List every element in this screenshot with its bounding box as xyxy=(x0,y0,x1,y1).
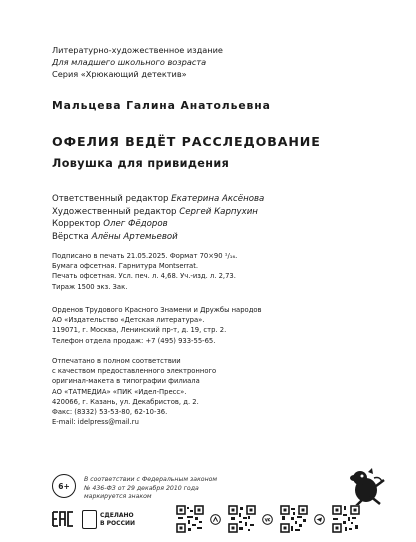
credit-line xyxy=(52,193,264,206)
author-name: Мальцева Галина Анатольевна xyxy=(52,99,271,112)
printer-line: 420066, г. Казань, ул. Декабристов, д. 2. xyxy=(52,397,199,406)
law-note xyxy=(84,476,217,502)
law-note-line: В соответствии с Федеральным законом xyxy=(84,476,218,483)
printer-line: АО «ТАТМЕДИА» «ПИК «Идел-Пресс». xyxy=(52,387,187,396)
age-group: Для младшего школьного возраста xyxy=(52,57,207,67)
printer-info xyxy=(52,356,216,427)
qr-code-icon[interactable] xyxy=(280,505,308,533)
publisher-line: Телефон отдела продаж: +7 (495) 933-55-65. xyxy=(52,336,216,345)
qr-code-icon[interactable] xyxy=(228,505,256,533)
book-title: ОФЕЛИЯ ВЕДЁТ РАССЛЕДОВАНИЕ xyxy=(52,134,321,149)
publisher-info xyxy=(52,305,262,346)
telegram-icon[interactable] xyxy=(314,514,325,525)
printer-line: с качеством предоставленного электронного xyxy=(52,367,217,376)
made-in-russia-icon xyxy=(82,510,135,529)
qr-code-icon[interactable] xyxy=(176,505,204,533)
made-in-russia-line: В РОССИИ xyxy=(100,519,136,527)
print-line: Бумага офсетная. Гарнитура Montserrat. xyxy=(52,262,199,271)
credit-person: Олег Фёдоров xyxy=(103,219,168,229)
age-rating-badge: 6+ xyxy=(52,474,76,498)
edition-meta xyxy=(52,44,223,80)
vk-icon[interactable] xyxy=(262,514,273,525)
law-note-line: № 436-ФЗ от 29 декабря 2010 года xyxy=(84,484,199,492)
book-subtitle: Ловушка для привидения xyxy=(52,157,230,170)
print-line: Подписано в печать 21.05.2025. Формат 70×90 ¹/₁₆. xyxy=(52,252,238,260)
credit-line xyxy=(52,206,264,219)
social-link-icon[interactable] xyxy=(210,514,221,525)
law-note-line: маркируется знаком xyxy=(84,493,152,501)
qr-code-icon[interactable] xyxy=(332,505,360,533)
edition-type: Литературно-художественное издание xyxy=(52,45,223,55)
printer-email: E-mail: idelpress@mail.ru xyxy=(52,418,139,427)
credit-role: Художественный редактор xyxy=(52,206,177,217)
printer-line: оригинал-макета в типографии филиала xyxy=(52,377,200,386)
series-name: Серия «Хрюкающий детектив» xyxy=(52,69,187,79)
credit-line xyxy=(52,231,264,244)
made-in-russia-text xyxy=(100,512,135,526)
credit-role: Корректор xyxy=(52,219,101,229)
footer-marks xyxy=(52,505,392,535)
credit-person: Екатерина Аксёнова xyxy=(171,194,265,204)
made-in-russia-box xyxy=(82,510,97,529)
made-in-russia-line: СДЕЛАНО xyxy=(100,512,134,520)
mascot-icon xyxy=(340,468,388,508)
credit-person: Сергей Карпухин xyxy=(179,206,258,217)
publisher-line: АО «Издательство «Детская литература». xyxy=(52,316,205,325)
credits-block xyxy=(52,193,264,243)
publisher-line: 119071, г. Москва, Ленинский пр-т, д. 19, стр. 2. xyxy=(52,326,227,335)
printer-line: Отпечатано в полном соответствии xyxy=(52,357,181,365)
credit-person: Алёны Артемьевой xyxy=(91,231,178,242)
print-info xyxy=(52,251,237,292)
imprint-page xyxy=(52,0,392,542)
eac-icon xyxy=(52,511,74,527)
publisher-line: Орденов Трудового Красного Знамени и Дружбы народов xyxy=(52,306,262,314)
print-line: Печать офсетная. Усл. печ. л. 4,68. Уч.-изд. л. 2,73. xyxy=(52,272,236,281)
print-line: Тираж 1500 экз. Зак. xyxy=(52,282,128,291)
credit-role: Вёрстка xyxy=(52,231,89,242)
credit-line xyxy=(52,218,264,231)
printer-line: Факс: (8332) 53-53-80, 62-10-36. xyxy=(52,408,168,417)
credit-role: Ответственный редактор xyxy=(52,194,169,204)
